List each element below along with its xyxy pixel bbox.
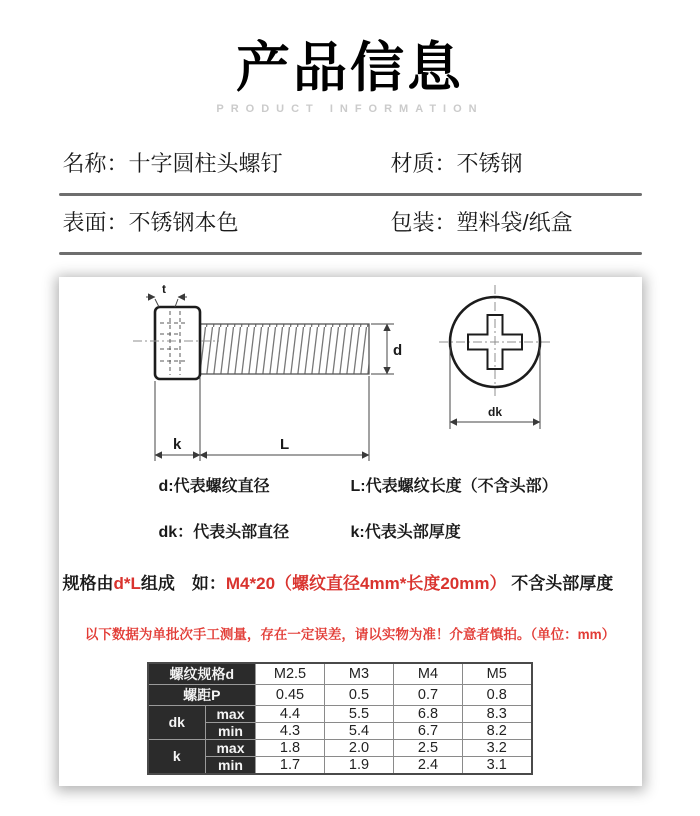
table-cell: 0.7: [394, 684, 463, 705]
table-cell: M2.5: [256, 663, 325, 685]
table-cell: 3.1: [463, 756, 532, 774]
table-cell: 5.4: [325, 722, 394, 739]
screw-head-side: [155, 307, 200, 379]
spec-rule-part: 不含头部厚度: [506, 573, 614, 593]
attr-row-1: [59, 149, 642, 193]
attr-packaging-label: 包装：: [390, 209, 457, 235]
table-cell: 6.8: [394, 705, 463, 722]
table-cell: 1.9: [325, 756, 394, 774]
dim-label-dk: dk: [487, 404, 502, 419]
attr-name-value: 十字圆柱头螺钉: [128, 150, 283, 176]
attr-surface-value: 不锈钢本色: [128, 209, 239, 235]
legend-d: d:代表螺纹直径: [158, 477, 270, 495]
table-cell: 8.2: [463, 722, 532, 739]
dim-label-k: k: [172, 435, 181, 453]
spec-panel: [59, 277, 642, 786]
page-title: 产品信息: [236, 38, 464, 98]
table-cell: 2.0: [325, 739, 394, 756]
table-cell: 2.4: [394, 756, 463, 774]
table-row-spec: [148, 663, 532, 685]
table-cell: 0.8: [463, 684, 532, 705]
table-header-spec: 螺纹规格d: [148, 663, 256, 685]
attr-row-2: [59, 196, 642, 252]
attr-surface-label: 表面：: [62, 209, 129, 235]
table-header-dk: dk: [148, 705, 206, 739]
dim-k-L: [155, 376, 369, 461]
spec-table: [147, 662, 533, 775]
table-cell: 0.5: [325, 684, 394, 705]
dim-d: [371, 324, 394, 374]
table-subheader-min: min: [206, 722, 256, 739]
table-header-k: k: [148, 739, 206, 774]
dim-t: [146, 297, 187, 307]
attr-name-label: 名称：: [62, 150, 129, 176]
spec-rule-line: [59, 572, 642, 596]
table-cell: M4: [394, 663, 463, 685]
legend-dk: dk：代表头部直径: [158, 523, 290, 541]
spec-rule-part-red: d*L: [113, 573, 141, 593]
screw-top-view: [439, 285, 552, 429]
table-cell: 0.45: [256, 684, 325, 705]
product-attributes: [59, 149, 642, 255]
table-cell: M5: [463, 663, 532, 685]
spec-rule-part: 组成 如：: [140, 573, 226, 593]
attr-packaging: [391, 210, 573, 236]
table-row-pitch: [148, 684, 532, 705]
dim-label-L: L: [279, 435, 289, 453]
table-row-dk-max: [148, 705, 532, 722]
screw-dimension-diagram: [59, 277, 642, 462]
dim-label-t: t: [161, 281, 166, 296]
table-row-k-max: [148, 739, 532, 756]
table-cell: 3.2: [463, 739, 532, 756]
table-subheader-max: max: [206, 739, 256, 756]
table-subheader-max: max: [206, 705, 256, 722]
legend-L: L:代表螺纹长度（不含头部）: [350, 477, 558, 495]
attr-packaging-value: 塑料袋/纸盒: [456, 209, 573, 235]
spec-rule-part: 规格由: [62, 573, 114, 593]
spec-rule-part-red: M4*20（螺纹直径4mm*长度20mm）: [225, 573, 507, 593]
table-cell: 2.5: [394, 739, 463, 756]
table-row-k-min: [148, 756, 532, 774]
table-cell: 6.7: [394, 722, 463, 739]
table-cell: 5.5: [325, 705, 394, 722]
table-subheader-min: min: [206, 756, 256, 774]
screw-side-view: [133, 282, 402, 461]
attr-material-label: 材质：: [390, 150, 457, 176]
legend-k: k:代表头部厚度: [350, 523, 461, 541]
table-cell: 1.7: [256, 756, 325, 774]
table-cell: 4.4: [256, 705, 325, 722]
table-cell: M3: [325, 663, 394, 685]
dim-label-d: d: [392, 341, 402, 359]
dimension-legend: [59, 476, 642, 544]
screw-thread-shaft: [200, 324, 369, 374]
attr-surface: [63, 210, 391, 236]
attr-name: [63, 151, 391, 177]
measurement-warning: 以下数据为单批次手工测量，存在一定误差，请以实物为准！介意者慎拍。（单位：mm）: [84, 626, 616, 642]
page-header: [0, 0, 700, 115]
attr-material-value: 不锈钢: [456, 150, 523, 176]
table-cell: 1.8: [256, 739, 325, 756]
legend-row-2: [59, 522, 642, 544]
table-row-dk-min: [148, 722, 532, 739]
table-cell: 4.3: [256, 722, 325, 739]
table-cell: 8.3: [463, 705, 532, 722]
divider-line: [59, 252, 642, 255]
legend-row-1: [59, 476, 642, 498]
page-subtitle: PRODUCT INFORMATION: [216, 102, 484, 115]
table-header-pitch: 螺距P: [148, 684, 256, 705]
attr-material: [391, 151, 523, 177]
